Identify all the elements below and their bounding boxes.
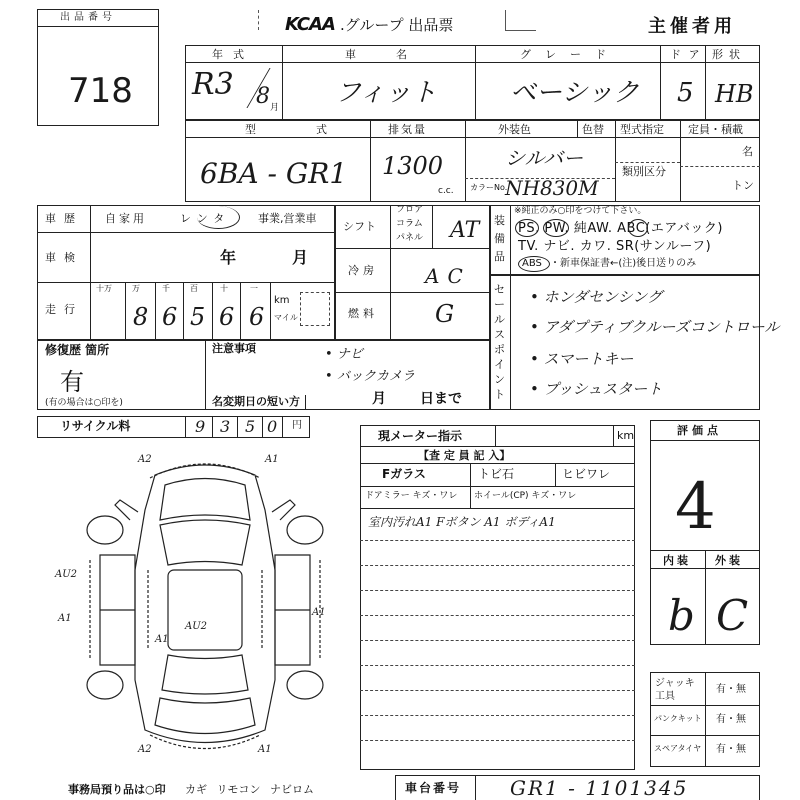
corner-bracket	[505, 10, 536, 31]
mileage-digit: 6	[162, 303, 178, 331]
capacity-tons-unit: トン	[732, 179, 754, 192]
class-label: 類別区分	[622, 165, 666, 178]
ac-label: 冷房	[348, 264, 378, 277]
spare-choice: 有・無	[716, 744, 746, 755]
damage-mark: AU2	[185, 621, 208, 632]
model-label: 型式	[245, 123, 387, 136]
grade-value: ベーシック	[510, 78, 639, 108]
shift-option: フロア	[396, 205, 424, 215]
capacity-persons-unit: 名	[742, 145, 753, 158]
history-label: 車歴	[45, 212, 83, 225]
meter-label: 現メーター指示	[378, 429, 463, 443]
mile-unit: マイル	[274, 313, 298, 322]
digit-label: 万	[132, 284, 140, 293]
title-change-label: 名変期日の短い方	[212, 395, 300, 408]
mileage-label: 走行	[45, 303, 83, 316]
tobi-label: トビ石	[478, 467, 515, 481]
car-name-value: フィット	[335, 78, 437, 108]
sales-point-item: • スマートキー	[530, 350, 634, 368]
color-value: シルバー	[505, 146, 584, 170]
sales-point-item: • プッシュスタート	[530, 380, 663, 398]
shape-value: HB	[715, 80, 754, 108]
exterior-value: C	[716, 591, 749, 640]
mileage-digit: 8	[133, 303, 149, 331]
inspection-month-unit: 月	[292, 248, 309, 267]
copy-label: 主催者用	[648, 16, 736, 37]
mirror-label: ドアミラー キズ・ワレ	[365, 491, 458, 501]
f-glass-label: Fガラス	[382, 467, 426, 481]
car-diagram	[60, 450, 350, 770]
fuel-label: 燃料	[348, 307, 378, 320]
title-change-month: 月	[372, 391, 386, 407]
spare-label: スペアタイヤ	[654, 744, 702, 753]
sales-point-item: • ホンダセンシング	[530, 288, 662, 306]
digit-label: 千	[162, 284, 170, 293]
lot-number: 718	[68, 71, 133, 111]
sales-point-item: • アダプティブクルーズコントロール	[530, 318, 780, 336]
puncture-label: パンクキット	[654, 714, 702, 723]
meter-unit: km	[617, 429, 635, 442]
repair-label: 修復歴 箇所	[45, 343, 110, 357]
repair-value: 有	[60, 368, 84, 396]
repair-note: (有の場合は○印を)	[45, 398, 123, 408]
caution-item: • ナビ	[325, 347, 363, 362]
damage-mark: A1	[265, 454, 279, 465]
equipment-line1: PS. PW. 純AW. ABC(エアバック)	[518, 221, 723, 236]
jack-choice: 有・無	[716, 684, 746, 695]
damage-mark: A1	[58, 613, 72, 624]
color-no-label: カラーNo.	[470, 183, 508, 192]
interior-value: b	[668, 591, 695, 640]
recycle-digit: 5	[245, 417, 256, 436]
digit-label: 十万	[96, 284, 112, 293]
equipment-warranty: ・新車保証書←(注)後日送りのみ	[550, 258, 697, 269]
history-opt-business: 事業,営業車	[258, 212, 317, 225]
model-value: 6BA - GR1	[200, 157, 348, 190]
equipment-label: 装備品	[494, 214, 505, 263]
color-label: 外装色	[498, 123, 531, 136]
office-note: 事務局預り品は○印	[68, 783, 166, 796]
puncture-choice: 有・無	[716, 714, 746, 725]
shift-value: AT	[450, 218, 480, 243]
exterior-label: 外装	[715, 554, 743, 567]
interior-label: 内装	[663, 554, 691, 567]
digit-label: 十	[220, 284, 228, 293]
score-value: 4	[675, 470, 716, 544]
year-label: 年式	[212, 48, 254, 61]
shift-label: シフト	[343, 220, 376, 233]
sheet-title: .グループ 出品票	[340, 16, 454, 34]
score-label: 評価点	[677, 424, 722, 437]
color-no-value: NH830M	[505, 176, 599, 200]
shift-option: パネル	[396, 233, 424, 243]
jack-label: ジャッキ工具	[655, 678, 695, 702]
recycle-label: リサイクル料	[60, 419, 131, 433]
damage-mark: A2	[138, 454, 152, 465]
ac-value: AC	[425, 264, 471, 288]
lot-label: 出品番号	[60, 12, 116, 23]
month-unit: 月	[270, 103, 280, 113]
door-value: 5	[677, 78, 694, 108]
equipment-line2: TV. ナビ. カワ. SR(サンルーフ)	[518, 239, 712, 254]
damage-mark: A2	[138, 744, 152, 755]
year-value: R3	[192, 67, 234, 102]
history-opt-private: 自家用	[105, 212, 147, 225]
digit-label: 百	[190, 284, 198, 293]
damage-mark: AU2	[55, 569, 78, 580]
capacity-label: 定員・積載	[688, 123, 743, 136]
inspection-label: 車検	[45, 251, 83, 264]
recycle-unit: 円	[292, 420, 302, 431]
mileage-digit: 6	[249, 303, 265, 331]
wheel-label: ホイール(CP) キズ・ワレ	[474, 491, 577, 501]
door-label: ドア	[670, 48, 708, 61]
history-opt-rental: レンタ	[180, 212, 231, 225]
recycle-digit: 0	[267, 417, 278, 436]
fuel-value: G	[435, 300, 455, 328]
damage-mark: A1	[258, 744, 272, 755]
month-value: 8	[256, 84, 270, 109]
recycle-digit: 3	[220, 417, 231, 436]
inspector-notes: 室内汚れA1 Fボタン A1 ボディA1	[368, 515, 556, 529]
brand-logo: KCAA	[285, 14, 335, 35]
digit-label: 一	[250, 284, 258, 293]
caution-label: 注意事項	[212, 342, 256, 355]
inspection-year-unit: 年	[220, 248, 237, 267]
shift-option: コラム	[396, 219, 423, 229]
displacement-value: 1300	[382, 152, 444, 180]
sales-points-label: セールスポイント	[494, 283, 505, 401]
inspector-header: 【査 定 員 記 入】	[418, 449, 511, 462]
type-spec-label: 型式指定	[620, 123, 664, 136]
shape-label: 形状	[712, 48, 746, 61]
corner-bracket	[258, 10, 260, 30]
car-name-label: 車名	[345, 48, 447, 61]
equipment-note: ※純正のみ○印をつけて下さい。	[514, 206, 647, 216]
caution-item: • バックカメラ	[325, 369, 415, 384]
damage-mark: A1	[155, 634, 169, 645]
mileage-digit: 6	[219, 303, 235, 331]
mileage-digit: 5	[190, 303, 206, 331]
hibi-label: ヒビワレ	[562, 467, 611, 481]
recycle-digit: 9	[195, 417, 206, 436]
title-change-day: 日まで	[420, 391, 462, 407]
km-unit: km	[274, 295, 290, 306]
office-items: カギ リモコン ナビロム	[185, 783, 314, 796]
damage-mark: A1	[312, 607, 326, 618]
displacement-label: 排気量	[388, 123, 427, 136]
rental-circle	[197, 206, 240, 229]
equipment-abs: ABS	[522, 258, 542, 269]
chassis-value: GR1 - 1101345	[510, 776, 689, 800]
color-change-label: 色替	[582, 123, 604, 136]
grade-label: グレード	[520, 48, 620, 61]
chassis-label: 車台番号	[405, 781, 462, 795]
cc-unit: c.c.	[438, 186, 454, 196]
